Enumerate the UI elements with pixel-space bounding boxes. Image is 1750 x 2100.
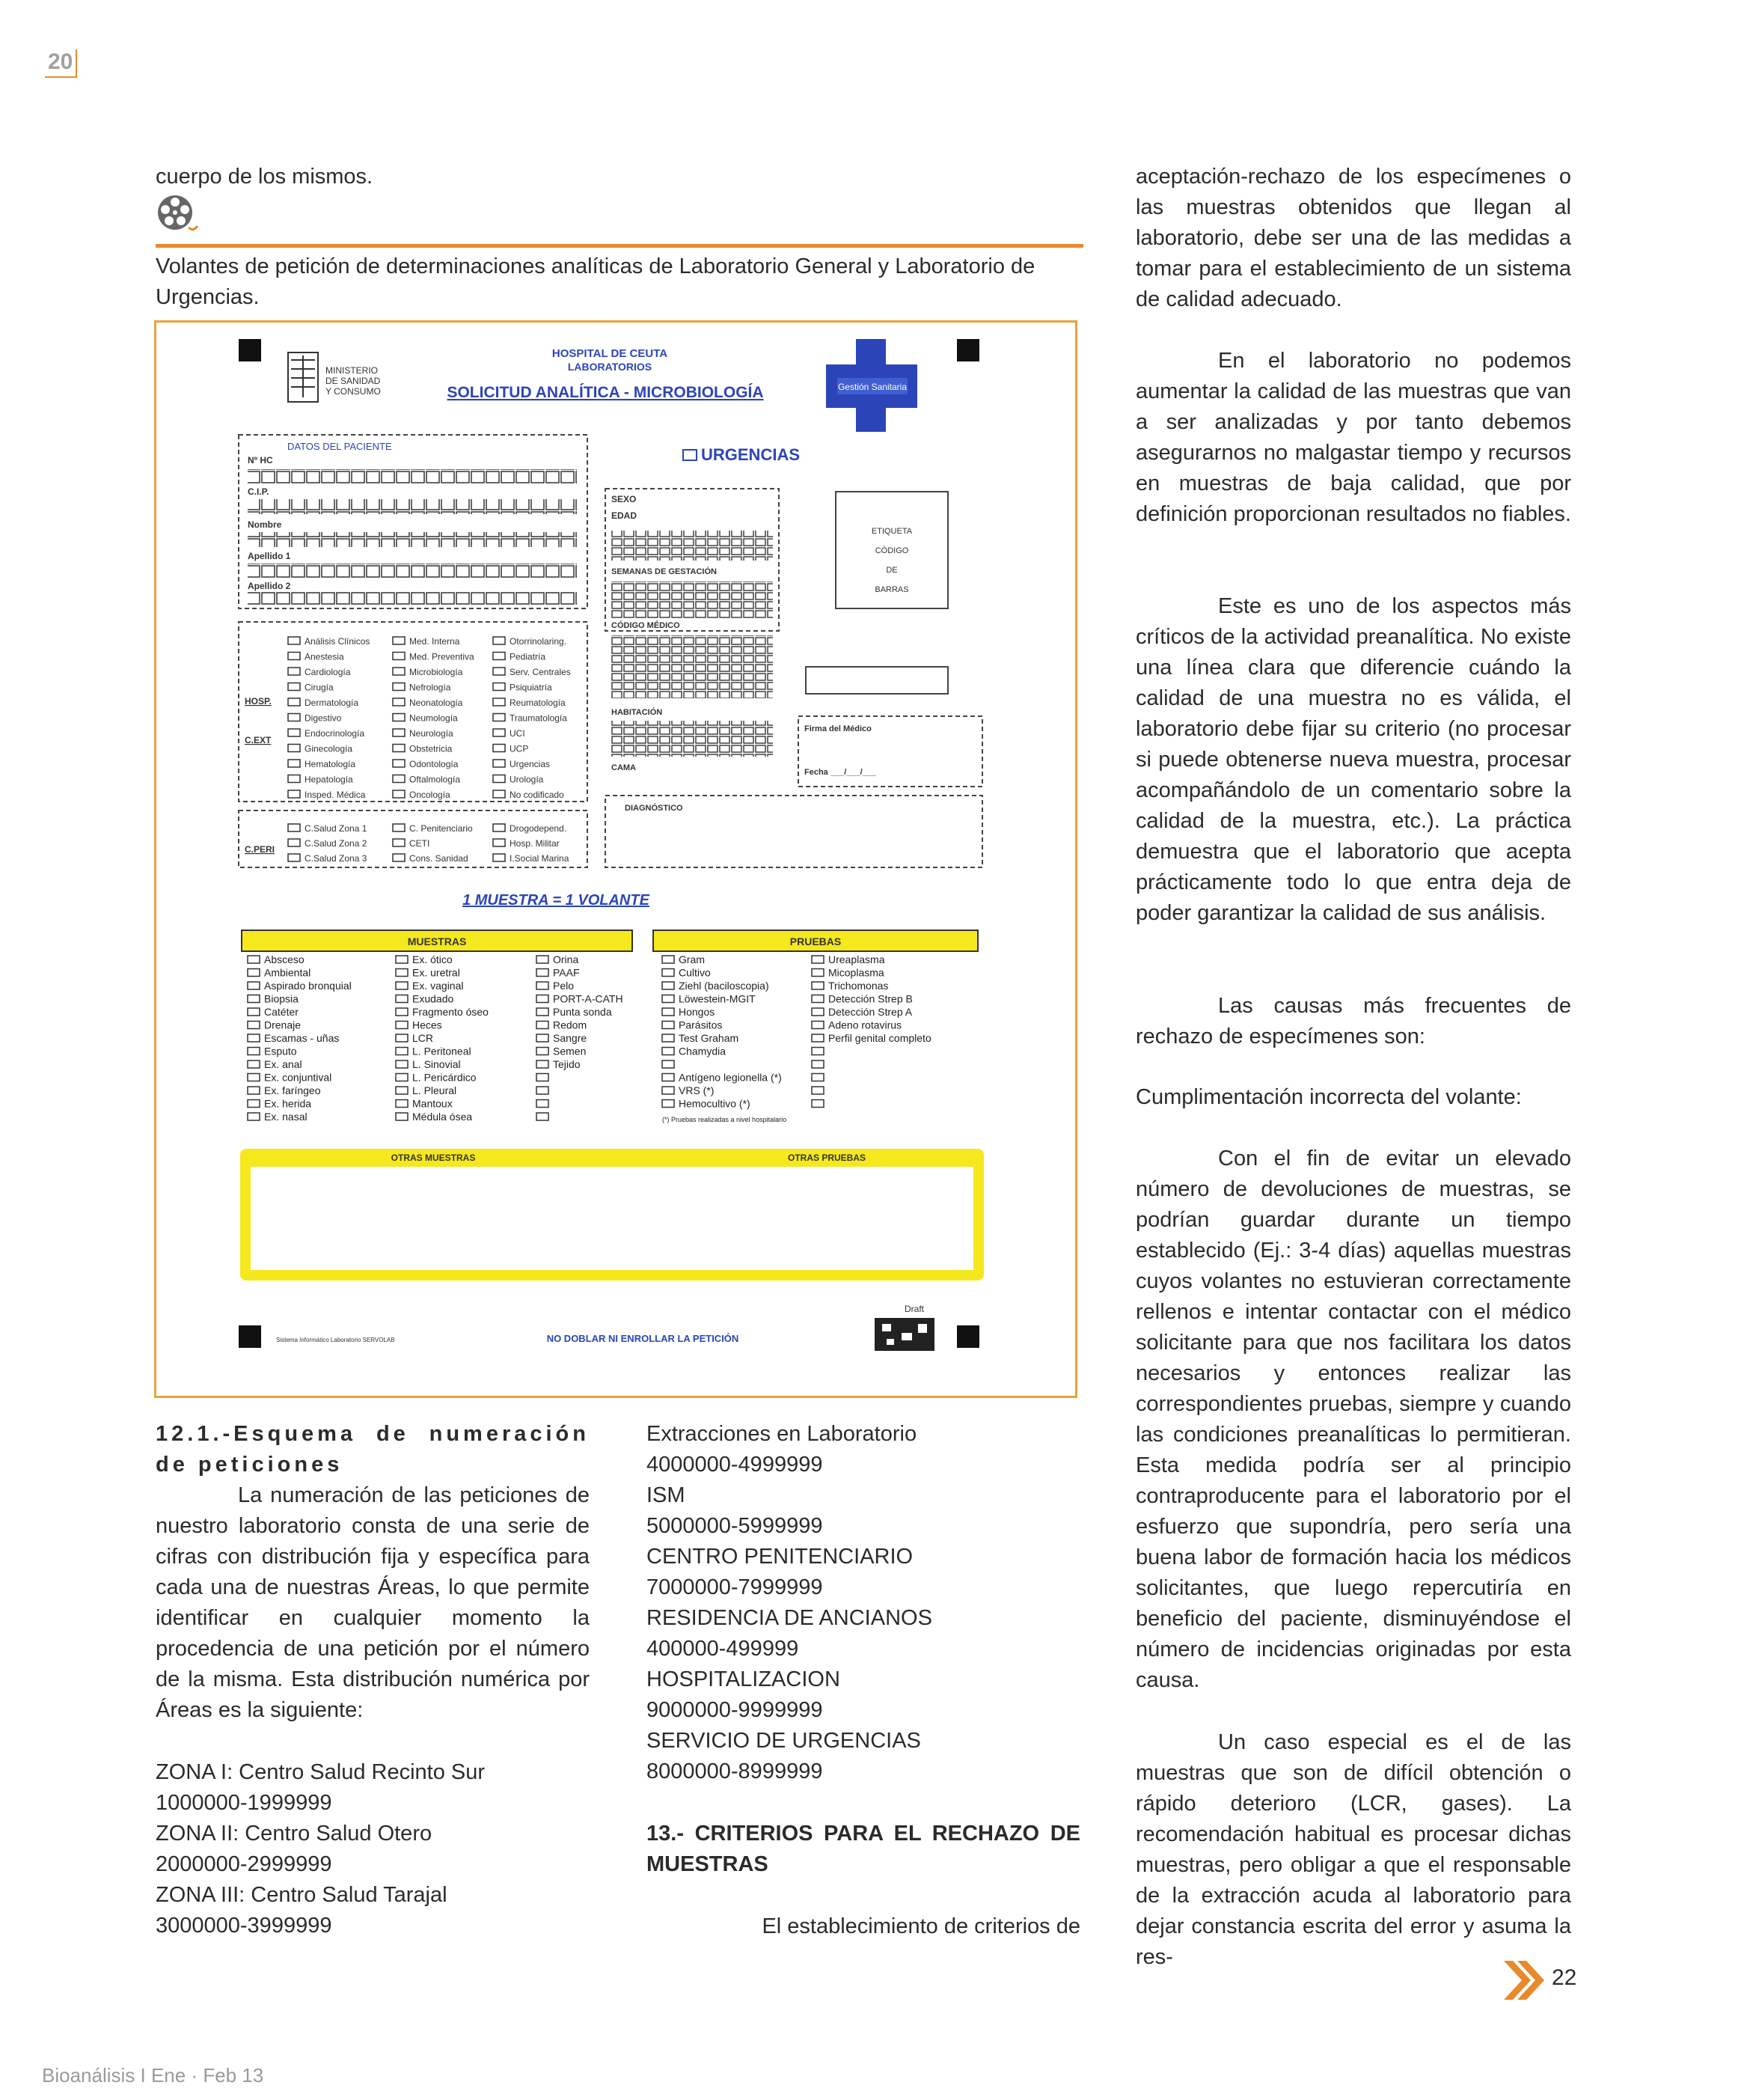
service-checkbox xyxy=(393,775,405,783)
svg-text:Draft: Draft xyxy=(905,1304,925,1314)
sample-label: L. Peritoneal xyxy=(412,1045,471,1057)
sample-label: Absceso xyxy=(264,953,305,965)
service-label: Endocrinología xyxy=(305,728,365,739)
sample-checkbox xyxy=(248,1100,260,1108)
zones-list xyxy=(156,1757,590,1941)
test-checkbox xyxy=(812,1087,824,1094)
section-12-title: 12.1.-Esquema de numeración de peticiones xyxy=(156,1422,590,1477)
service-checkbox xyxy=(288,714,300,721)
svg-text:SEMANAS DE GESTACIÓN: SEMANAS DE GESTACIÓN xyxy=(611,567,717,576)
test-checkbox xyxy=(812,982,824,989)
service-label: Traumatología xyxy=(510,712,567,724)
svg-text:1 MUESTRA = 1 VOLANTE: 1 MUESTRA = 1 VOLANTE xyxy=(462,892,649,909)
service-label: Cardiología xyxy=(305,667,351,677)
sample-label: Ex. faríngeo xyxy=(264,1084,321,1096)
test-label: Adeno rotavirus xyxy=(828,1019,902,1031)
figure-caption: Volantes de petición de determinaciones analíticas de Laboratorio General y Laboratorio de Urgencias. xyxy=(156,254,1035,309)
service-label: Serv. Centrales xyxy=(510,667,571,677)
svg-text:DE SANIDAD: DE SANIDAD xyxy=(325,376,381,386)
range-line: CENTRO PENITENCIARIO xyxy=(646,1545,914,1569)
test-label: Antígeno legionella (*) xyxy=(679,1071,782,1084)
coat-of-arms-icon xyxy=(288,352,318,402)
service-label: Otorrinolaring. xyxy=(510,636,567,647)
sample-checkbox xyxy=(396,956,408,963)
sample-checkbox xyxy=(396,995,408,1003)
service-label: UCP xyxy=(510,743,529,754)
svg-text:C.EXT: C.EXT xyxy=(245,735,272,745)
sample-label: Biopsia xyxy=(264,992,299,1005)
right-paragraph-3: Este es uno de los aspectos más críticos de la actividad preanalítica. No existe una línea clara que diferencie cuándo la calidad de una muestra no es válida, el laboratorio debe fijar su criterio (no procesar si puede obtenerse nueva muestra, procesar acompañándolo de un comentario sobre la calidad de la muestra, etc.). La práctica demuestra que el laboratorio que acepta prácticamente todo lo que entra deja de poder garantizar la calidad de sus análisis. xyxy=(1136,594,1571,925)
sample-checkbox xyxy=(396,1087,408,1094)
service-checkbox xyxy=(288,698,300,706)
right-paragraph-7: Un caso especial es el de las muestras que son de difícil obtención o rápido deterioro (LCR, gases). La recomendación habitual es procesar dichas muestras, pero obligar a que el responsable de la extracción acuda al laboratorio para dejar constancia escrita del error y asuma la res- xyxy=(1136,1730,1571,1969)
service-label: Psiquiatría xyxy=(510,682,552,693)
sample-label: Punta sonda xyxy=(553,1006,612,1018)
sample-checkbox xyxy=(536,1060,548,1068)
sample-checkbox xyxy=(248,1074,260,1081)
sample-label: L. Pleural xyxy=(412,1084,457,1096)
sample-checkbox xyxy=(396,969,408,977)
range-line: HOSPITALIZACION xyxy=(646,1667,840,1691)
sample-checkbox xyxy=(536,956,548,963)
sample-checkbox xyxy=(396,1060,408,1068)
sample-label: Drenaje xyxy=(264,1019,302,1031)
center-label: Cons. Sanidad xyxy=(409,853,468,864)
right-paragraph-2: En el laboratorio no podemos aumentar la calidad de las muestras que van a ser analizadas y por tanto debemos asegurarnos no malgastar tiempo y recursos en muestras de baja calidad, que por definición proporcionan resultados no fiables. xyxy=(1136,349,1571,526)
zone-line: 1000000-1999999 xyxy=(156,1791,332,1815)
service-checkbox xyxy=(393,790,405,798)
service-label: Pediatría xyxy=(510,651,546,662)
test-label: Cultivo xyxy=(679,966,711,979)
range-line: 5000000-5999999 xyxy=(646,1514,823,1538)
service-checkbox xyxy=(288,683,300,691)
center-checkbox xyxy=(288,824,300,831)
sample-label: Redom xyxy=(553,1019,587,1031)
service-checkbox xyxy=(493,653,505,660)
lab-request-form-image xyxy=(154,320,1077,1398)
service-checkbox xyxy=(288,668,300,675)
range-line: RESIDENCIA DE ANCIANOS xyxy=(646,1606,932,1630)
service-label: Hematología xyxy=(305,759,356,769)
sample-checkbox xyxy=(248,995,260,1003)
zone-line: ZONA II: Centro Salud Otero xyxy=(156,1822,432,1846)
center-label: Drogodepend. xyxy=(510,823,567,834)
test-label: Perfil genital completo xyxy=(828,1032,931,1044)
sample-label: Sangre xyxy=(553,1032,587,1044)
service-checkbox xyxy=(493,729,505,736)
center-label: C.Salud Zona 1 xyxy=(305,823,367,834)
service-checkbox xyxy=(493,745,505,752)
sample-label: L. Sinovial xyxy=(412,1058,461,1070)
sample-label: Ex. nasal xyxy=(264,1111,308,1123)
svg-text:DE: DE xyxy=(886,566,898,575)
sample-label: Exudado xyxy=(412,992,454,1005)
section-12-body: La numeración de las peticiones de nuestro laboratorio consta de una serie de cifras con distribución fija y específica para cada una de nuestras Áreas, lo que permite identificar en cualquier momento la procedencia de una petición por el número de la misma. Esta distribución numérica por Áreas es la siguiente: xyxy=(156,1483,590,1722)
sample-checkbox xyxy=(536,1113,548,1120)
form-urgencias-text: URGENCIAS xyxy=(701,445,801,464)
test-checkbox xyxy=(662,1008,674,1016)
sample-checkbox xyxy=(536,969,548,977)
service-label: Med. Interna xyxy=(409,636,460,647)
svg-text:MINISTERIO: MINISTERIO xyxy=(325,365,379,376)
intro-text: cuerpo de los mismos. xyxy=(156,165,373,189)
sample-label: Ex. herida xyxy=(264,1097,312,1110)
section-13-start: El establecimiento de criterios de xyxy=(762,1914,1080,1938)
service-checkbox xyxy=(493,790,505,798)
service-label: Cirugía xyxy=(305,682,334,693)
test-checkbox xyxy=(662,969,674,977)
svg-text:DIAGNÓSTICO: DIAGNÓSTICO xyxy=(625,804,683,813)
service-label: Obstetricia xyxy=(409,743,453,754)
center-checkbox xyxy=(288,854,300,861)
service-checkbox xyxy=(493,760,505,767)
range-line: ISM xyxy=(646,1483,685,1507)
sample-checkbox xyxy=(536,1074,548,1081)
sample-checkbox xyxy=(536,1100,548,1108)
svg-text:HABITACIÓN: HABITACIÓN xyxy=(611,708,663,717)
service-checkbox xyxy=(493,668,505,675)
svg-text:CAMA: CAMA xyxy=(611,763,636,772)
service-label: Med. Preventiva xyxy=(409,651,474,662)
form-labs-text: LABORATORIOS xyxy=(567,361,652,373)
service-checkbox xyxy=(393,637,405,644)
sample-checkbox xyxy=(536,1034,548,1042)
svg-text:NO DOBLAR NI ENROLLAR LA PETIC: NO DOBLAR NI ENROLLAR LA PETICIÓN xyxy=(546,1333,739,1344)
sample-checkbox xyxy=(396,1113,408,1120)
svg-text:OTRAS MUESTRAS: OTRAS MUESTRAS xyxy=(391,1153,476,1163)
test-label: Detección Strep B xyxy=(828,992,913,1005)
test-label: Hemocultivo (*) xyxy=(679,1097,750,1110)
service-checkbox xyxy=(393,760,405,767)
sample-checkbox xyxy=(536,982,548,989)
form-title-text: SOLICITUD ANALÍTICA - MICROBIOLOGÍA xyxy=(447,384,764,401)
svg-text:MUESTRAS: MUESTRAS xyxy=(407,935,467,947)
test-checkbox xyxy=(812,1034,824,1042)
range-line: 9000000-9999999 xyxy=(646,1698,823,1722)
service-label: Análisis Clínicos xyxy=(305,636,370,647)
sample-label: Ex. ótico xyxy=(412,953,453,965)
sample-checkbox xyxy=(396,1048,408,1055)
svg-text:DATOS DEL PACIENTE: DATOS DEL PACIENTE xyxy=(287,441,392,452)
sample-checkbox xyxy=(396,1034,408,1042)
zone-line: 2000000-2999999 xyxy=(156,1852,332,1876)
range-line: 400000-499999 xyxy=(646,1637,799,1661)
sample-label: Tejido xyxy=(553,1058,581,1070)
range-line: 4000000-4999999 xyxy=(646,1453,823,1477)
test-label: Gram xyxy=(679,953,705,965)
test-checkbox xyxy=(662,1100,674,1108)
sample-checkbox xyxy=(396,1100,408,1108)
svg-text:BARRAS: BARRAS xyxy=(875,585,909,594)
tests-note: (*) Pruebas realizadas a nivel hospitalario xyxy=(662,1116,787,1123)
center-checkbox xyxy=(393,854,405,861)
svg-text:OTRAS PRUEBAS: OTRAS PRUEBAS xyxy=(787,1153,866,1163)
test-label: Chamydia xyxy=(679,1045,726,1057)
form-drawing xyxy=(156,323,1075,1396)
sample-label: Orina xyxy=(553,953,579,965)
test-checkbox xyxy=(812,1060,824,1068)
service-label: Anestesia xyxy=(305,651,344,662)
service-label: Neumología xyxy=(409,712,458,724)
service-checkbox xyxy=(493,775,505,783)
sample-label: Ex. vaginal xyxy=(412,980,464,992)
test-checkbox xyxy=(812,1022,824,1029)
test-checkbox xyxy=(662,956,674,963)
svg-text:Nº HC: Nº HC xyxy=(248,455,273,466)
sample-checkbox xyxy=(248,982,260,989)
svg-text:PRUEBAS: PRUEBAS xyxy=(789,935,842,947)
service-checkbox xyxy=(393,668,405,675)
sample-checkbox xyxy=(536,1008,548,1016)
service-label: Ginecología xyxy=(305,743,353,754)
sample-label: Catéter xyxy=(264,1006,299,1018)
center-label: CETI xyxy=(409,838,430,849)
service-label: Digestivo xyxy=(305,712,342,724)
test-checkbox xyxy=(812,1008,824,1016)
sample-checkbox xyxy=(536,995,548,1003)
test-checkbox xyxy=(812,995,824,1003)
sample-label: Pelo xyxy=(553,980,575,992)
service-label: Nefrología xyxy=(409,682,451,693)
sample-checkbox xyxy=(248,1034,260,1042)
test-checkbox xyxy=(812,956,824,963)
range-line: 8000000-8999999 xyxy=(646,1759,823,1783)
center-label: I.Social Marina xyxy=(510,853,569,864)
test-checkbox xyxy=(662,1074,674,1081)
center-label: C.Salud Zona 2 xyxy=(305,838,367,849)
test-checkbox xyxy=(662,1022,674,1029)
service-label: Hepatología xyxy=(305,774,353,785)
sample-label: Fragmento óseo xyxy=(412,1006,489,1018)
svg-text:Nombre: Nombre xyxy=(248,519,282,530)
service-label: Neurología xyxy=(409,728,453,739)
sample-checkbox xyxy=(536,1048,548,1055)
svg-text:C.I.P.: C.I.P. xyxy=(248,486,269,497)
test-checkbox xyxy=(812,969,824,977)
service-label: Oncología xyxy=(409,790,450,800)
service-label: UCI xyxy=(510,728,525,739)
sample-label: Ex. anal xyxy=(264,1058,302,1070)
test-label: VRS (*) xyxy=(679,1084,715,1096)
footer-text: Bioanálisis I Ene · Feb 13 xyxy=(42,2064,264,2087)
range-line: Extracciones en Laboratorio xyxy=(646,1422,917,1446)
right-paragraph-6: Con el fin de evitar un elevado número de devoluciones de muestras, se podrían guardar durante un tiempo establecido (Ej.: 3-4 días) aquellas muestras cuyos volantes no estuvieran correctamente rellenos e intentar contactar con el médico solicitante para que nos facilitara los datos necesarios y entonces realizar las correspondientes pruebas, siempre y cuando las condiciones preanalíticas lo permitieran. Esta medida podría ser al principio contraproducente para el laboratorio por el esfuerzo que supondría, pero sería una buena labor de formación hacia los médicos solicitantes, que luego repercutiría en beneficio del paciente, disminuyéndose el número de incidencias originadas por esta causa. xyxy=(1136,1147,1571,1692)
film-reel-icon xyxy=(156,193,201,235)
service-checkbox xyxy=(288,745,300,752)
svg-text:Firma del Médico: Firma del Médico xyxy=(804,724,872,733)
sample-label: Médula ósea xyxy=(412,1111,473,1123)
svg-text:CÓDIGO MÉDICO: CÓDIGO MÉDICO xyxy=(611,621,680,630)
svg-text:ETIQUETA: ETIQUETA xyxy=(871,527,913,536)
range-line: SERVICIO DE URGENCIAS xyxy=(646,1729,921,1753)
sample-checkbox xyxy=(536,1022,548,1029)
sample-label: LCR xyxy=(412,1032,434,1044)
service-label: No codificado xyxy=(510,790,564,800)
test-checkbox xyxy=(662,982,674,989)
sample-label: Mantoux xyxy=(412,1097,453,1110)
range-line: 7000000-7999999 xyxy=(646,1575,823,1599)
service-checkbox xyxy=(493,714,505,721)
sample-label: Ex. conjuntival xyxy=(264,1071,332,1084)
service-label: Reumatología xyxy=(510,698,566,708)
sample-label: Ambiental xyxy=(264,966,311,979)
test-label: Detección Strep A xyxy=(828,1006,913,1018)
service-checkbox xyxy=(493,698,505,706)
service-checkbox xyxy=(393,714,405,721)
service-label: Urgencias xyxy=(510,759,551,769)
service-checkbox xyxy=(288,775,300,783)
sample-checkbox xyxy=(248,1022,260,1029)
next-arrow-icon xyxy=(1504,1961,1546,2000)
test-checkbox xyxy=(662,1060,674,1068)
test-checkbox xyxy=(662,1034,674,1042)
test-checkbox xyxy=(662,1048,674,1055)
service-checkbox xyxy=(393,683,405,691)
sample-label: Esputo xyxy=(264,1045,297,1057)
sample-label: PORT-A-CATH xyxy=(553,992,623,1005)
test-label: Trichomonas xyxy=(828,980,889,992)
center-label: C.Salud Zona 3 xyxy=(305,853,367,864)
center-checkbox xyxy=(393,824,405,831)
center-checkbox xyxy=(493,824,505,831)
sample-label: Ex. uretral xyxy=(412,966,460,979)
test-label: Löwestein-MGIT xyxy=(679,992,756,1005)
sample-checkbox xyxy=(248,956,260,963)
sample-label: PAAF xyxy=(553,966,580,979)
right-paragraph-4: Las causas más frecuentes de rechazo de especímenes son: xyxy=(1136,994,1571,1049)
test-checkbox xyxy=(662,1087,674,1094)
service-checkbox xyxy=(288,760,300,767)
svg-text:Gestión Sanitaria: Gestión Sanitaria xyxy=(837,382,908,392)
service-checkbox xyxy=(288,729,300,736)
service-checkbox xyxy=(288,790,300,798)
service-checkbox xyxy=(393,729,405,736)
sample-checkbox xyxy=(396,1008,408,1016)
form-hospital-text: HOSPITAL DE CEUTA xyxy=(551,347,668,360)
test-label: Test Graham xyxy=(679,1032,739,1044)
svg-text:Fecha ___/___/___: Fecha ___/___/___ xyxy=(804,768,877,777)
test-checkbox xyxy=(662,995,674,1003)
svg-text:Y CONSUMO: Y CONSUMO xyxy=(325,386,381,397)
page-number-bottom: 22 xyxy=(1552,1965,1577,1990)
sample-label: Aspirado bronquial xyxy=(264,980,352,992)
ranges-list xyxy=(646,1419,1080,1787)
center-checkbox xyxy=(493,854,505,861)
sample-checkbox xyxy=(396,1074,408,1081)
sample-label: L. Pericárdico xyxy=(412,1071,477,1084)
right-paragraph-1: aceptación-rechazo de los especímenes o las muestras obtenidos que llegan al laboratorio, debe ser una de las medidas a tomar para el establecimiento de un sistema de calidad adecuado. xyxy=(1136,165,1571,311)
service-checkbox xyxy=(493,637,505,644)
service-label: Urología xyxy=(510,774,544,785)
center-label: C. Penitenciario xyxy=(409,823,473,834)
service-checkbox xyxy=(393,653,405,660)
center-checkbox xyxy=(393,839,405,846)
sample-checkbox xyxy=(248,1008,260,1016)
sample-checkbox xyxy=(248,1113,260,1120)
svg-text:Apellido 1: Apellido 1 xyxy=(248,551,291,561)
test-label: Hongos xyxy=(679,1006,715,1018)
service-label: Oftalmología xyxy=(409,774,461,785)
test-label: Micoplasma xyxy=(828,966,884,979)
test-label: Ureaplasma xyxy=(828,953,885,965)
sample-checkbox xyxy=(248,1048,260,1055)
sample-checkbox xyxy=(396,982,408,989)
sample-checkbox xyxy=(248,1087,260,1094)
zone-line: ZONA III: Centro Salud Tarajal xyxy=(156,1883,447,1907)
test-label: Parásitos xyxy=(679,1019,723,1031)
page-number-top: 20 xyxy=(45,49,77,78)
zone-line: ZONA I: Centro Salud Recinto Sur xyxy=(156,1760,486,1784)
center-label: Hosp. Militar xyxy=(510,838,560,849)
test-checkbox xyxy=(812,1048,824,1055)
center-checkbox xyxy=(493,839,505,846)
svg-text:EDAD: EDAD xyxy=(611,510,637,521)
svg-text:Apellido 2: Apellido 2 xyxy=(248,581,291,591)
service-checkbox xyxy=(393,745,405,752)
gestion-sanitaria-logo-icon xyxy=(826,339,917,432)
service-checkbox xyxy=(493,683,505,691)
svg-text:CÓDIGO: CÓDIGO xyxy=(875,546,909,555)
sample-label: Escamas - uñas xyxy=(264,1032,340,1044)
svg-text:HOSP.: HOSP. xyxy=(245,696,272,706)
svg-text:C.PERI: C.PERI xyxy=(245,844,275,855)
test-checkbox xyxy=(812,1074,824,1081)
service-checkbox xyxy=(393,698,405,706)
svg-text:Sistema Informático Laboratori: Sistema Informático Laboratorio SERVOLAB xyxy=(276,1337,395,1343)
zone-line: 3000000-3999999 xyxy=(156,1914,332,1938)
section-13-title: 13.- CRITERIOS PARA EL RECHAZO DE MUESTRAS xyxy=(646,1822,1080,1876)
right-paragraph-5: Cumplimentación incorrecta del volante: xyxy=(1136,1085,1522,1109)
service-checkbox xyxy=(288,637,300,644)
sample-label: Heces xyxy=(412,1019,442,1031)
service-label: Neonatología xyxy=(409,698,463,708)
sample-checkbox xyxy=(396,1022,408,1029)
sample-label: Semen xyxy=(553,1045,587,1057)
svg-text:SEXO: SEXO xyxy=(611,494,637,504)
service-checkbox xyxy=(288,653,300,660)
service-label: Odontología xyxy=(409,759,459,769)
sample-checkbox xyxy=(248,969,260,977)
sample-checkbox xyxy=(536,1087,548,1094)
service-label: Microbiología xyxy=(409,667,463,677)
service-label: Insped. Médica xyxy=(305,790,366,800)
sample-checkbox xyxy=(248,1060,260,1068)
caption-divider xyxy=(156,244,1083,248)
service-label: Dermatología xyxy=(305,698,359,708)
test-checkbox xyxy=(812,1100,824,1108)
test-label: Ziehl (baciloscopia) xyxy=(679,980,769,992)
center-checkbox xyxy=(288,839,300,846)
